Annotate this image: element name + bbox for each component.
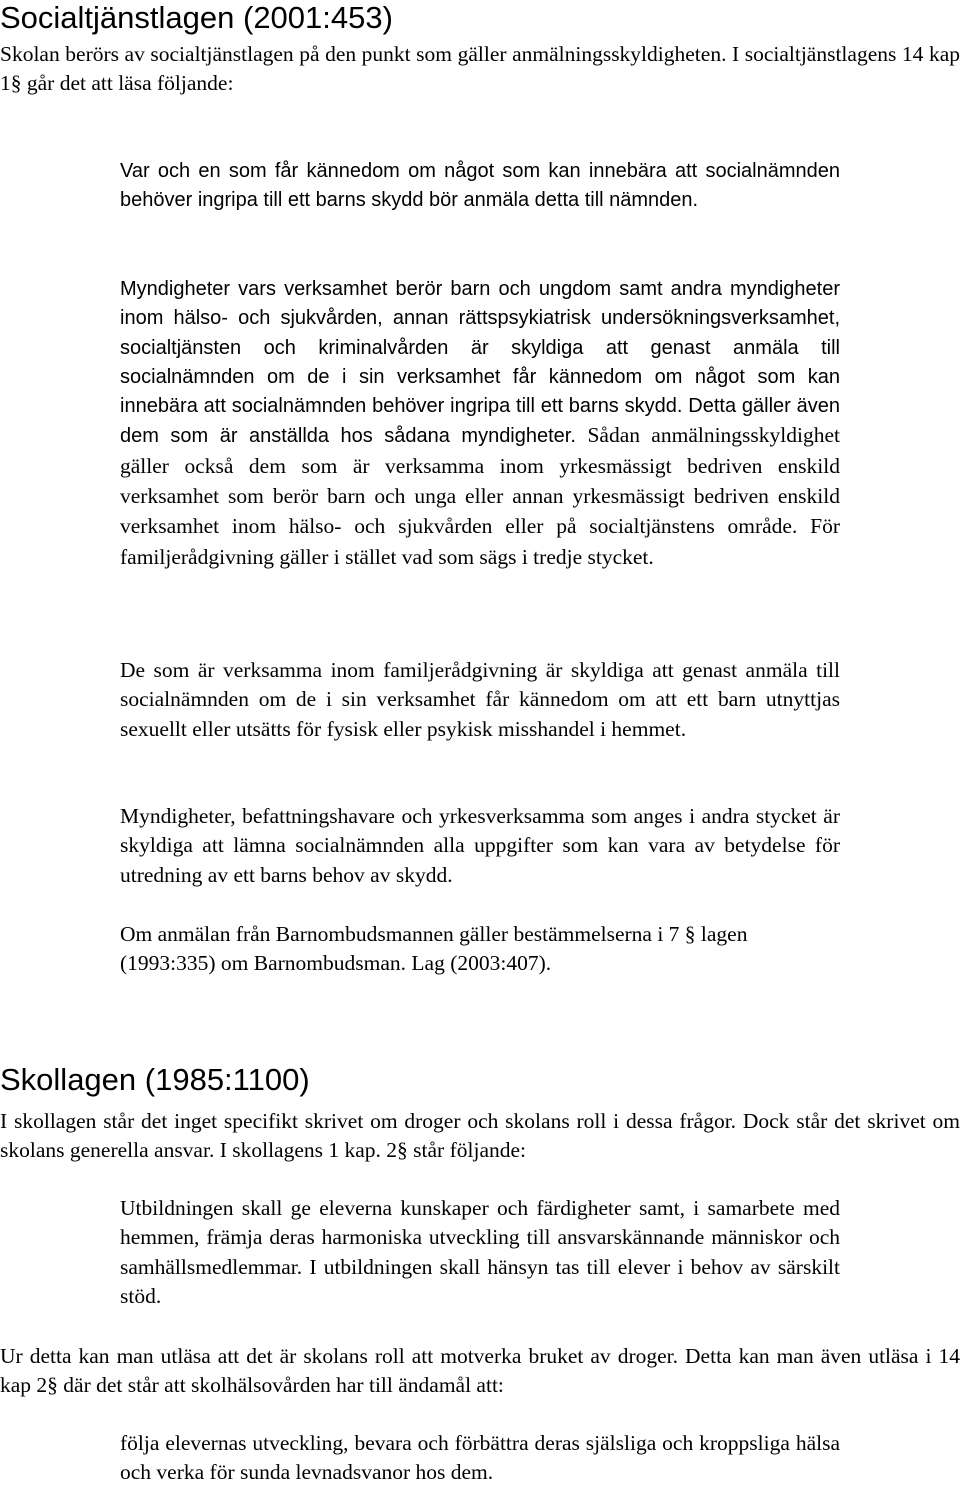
quote-text-segment: Myndigheter vars verksamhet berör barn och ungdom samt andra myndigheter inom hälso- och sjukvården, annan rättspsykiatrisk undersökningsverksamhet, socialtjänsten och kriminalvården är skyldiga att genast anmäla till socialnämnden om de i sin verksamhet får kännedom om något som kan innebära att socialnämnden behöver ingripa till ett barns skydd. [120,278,840,418]
quote-paragraph: Var och en som får kännedom om något som kan innebära att socialnämnden behöver ingripa till ett barns skydd bör anmäla detta till nämnden. [120,160,840,212]
quote-text-segment: Sådan anmälningsskyldighet gäller också dem som är verksamma inom yrkesmässigt bedriven enskild verksamhet som berör barn och unga eller annan yrkesmässigt bedriven enskild verksamhet inom hälso- och sjukvården eller på socialtjänstens område. För familjerådgivning gäller i stället vad som sägs i tredje stycket. [120,423,841,569]
section-heading-socialtjanstlagen: Socialtjänstlagen (2001:453) [0,0,393,35]
quote-text-segment: Detta gäller även dem som är anställda hos sådana myndigheter. [120,395,840,448]
quote-paragraph-mixed [120,275,840,573]
quote-paragraph: De som är verksamma inom familjerådgivning är skyldiga att genast anmäla till socialnämnden om de i sin verksamhet får kännedom om att ett barn utnyttjas sexuellt eller utsätts för fysisk eller psykisk misshandel i hemmet. [120,658,840,741]
quote-paragraph: Om anmälan från Barnombudsmannen gäller bestämmelserna i 7 § lagen (1993:335) om Barnombudsman. Lag (2003:407). [120,922,748,976]
section-intro-paragraph: Skolan berörs av socialtjänstlagen på den punkt som gäller anmälningsskyldigheten. I socialtjänstlagens 14 kap 1§ går det att läsa följande: [0,42,960,96]
section-heading-skollagen: Skollagen (1985:1100) [0,1062,310,1097]
body-paragraph: Ur detta kan man utläsa att det är skolans roll att motverka bruket av droger. Detta kan man även utläsa i 14 kap 2§ där det står att skolhälsovården har till ändamål att: [0,1344,960,1398]
quote-paragraph: Utbildningen skall ge eleverna kunskaper och färdigheter samt, i samarbete med hemmen, främja deras harmoniska utveckling till ansvarskännande människor och samhällsmedlemmar. I utbildningen skall hänsyn tas till elever i behov av särskilt stöd. [120,1196,840,1308]
quote-paragraph: Myndigheter, befattningshavare och yrkesverksamma som anges i andra stycket är skyldiga att lämna socialnämnden alla uppgifter som kan vara av betydelse för utredning av ett barns behov av skydd. [120,804,840,887]
quote-paragraph: följa elevernas utveckling, bevara och förbättra deras själsliga och kroppsliga hälsa och verka för sunda levnadsvanor hos dem. [120,1431,840,1485]
section-intro-paragraph: I skollagen står det inget specifikt skrivet om droger och skolans roll i dessa frågor. Dock står det skrivet om skolans generella ansvar. I skollagens 1 kap. 2§ står följande: [0,1109,960,1163]
